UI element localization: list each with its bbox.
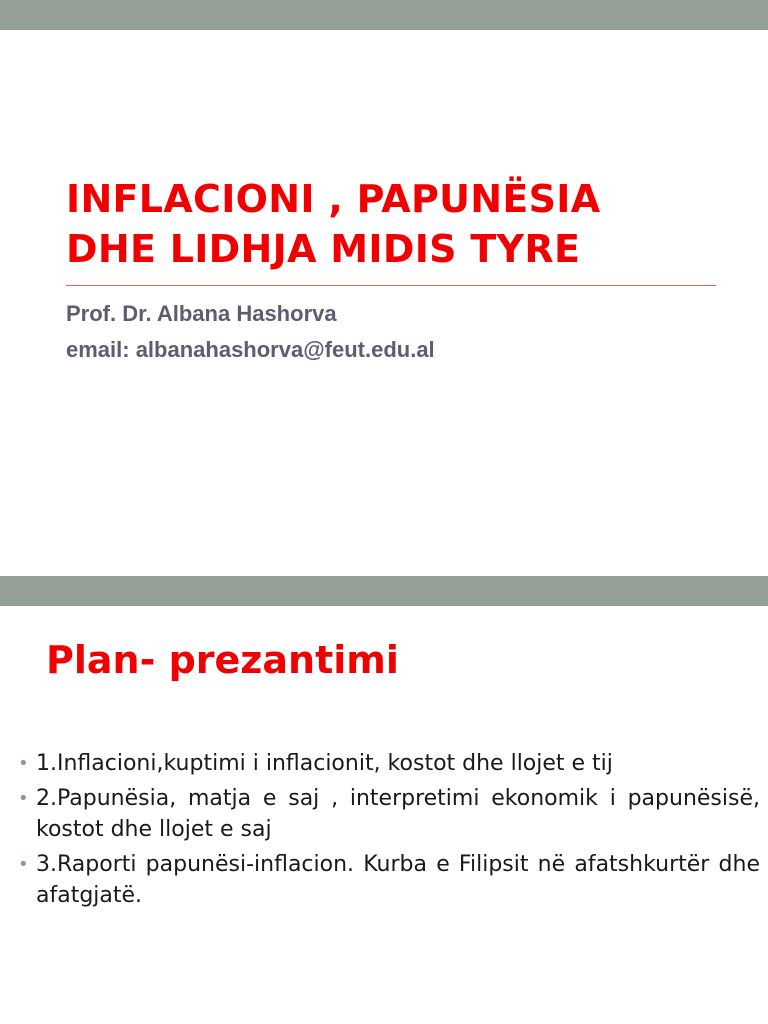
plan-bullet-2 (0, 783, 768, 845)
slide-title (66, 174, 726, 274)
author-email: email: albanahashorva@feut.edu.al (66, 337, 435, 362)
slide-top-bar (0, 0, 768, 30)
plan-bullet-1 (0, 748, 768, 779)
title-line-1: INFLACIONI , PAPUNËSIA (66, 177, 601, 221)
plan-title: Plan- prezantimi (46, 638, 399, 682)
bullet-text: 2.Papunësia, matja e saj , interpretimi ekonomik i papunësisë, kostot dhe llojet e saj (36, 786, 760, 842)
bullet-dot-icon: • (18, 753, 29, 774)
title-divider (66, 285, 716, 286)
bullet-dot-icon: • (18, 854, 29, 875)
slide-top-bar-2 (0, 576, 768, 606)
bullet-text: 1.Inflacioni,kuptimi i inflacionit, kostot dhe llojet e tij (36, 751, 613, 776)
plan-bullet-list (0, 748, 768, 915)
bullet-dot-icon: • (18, 788, 29, 809)
title-line-2: DHE LIDHJA MIDIS TYRE (66, 227, 581, 271)
bullet-text: 3.Raporti papunësi-inflacion. Kurba e Filipsit në afatshkurtër dhe afatgjatë. (36, 852, 760, 908)
plan-bullet-3 (0, 849, 768, 911)
author-name: Prof. Dr. Albana Hashorva (66, 301, 337, 326)
